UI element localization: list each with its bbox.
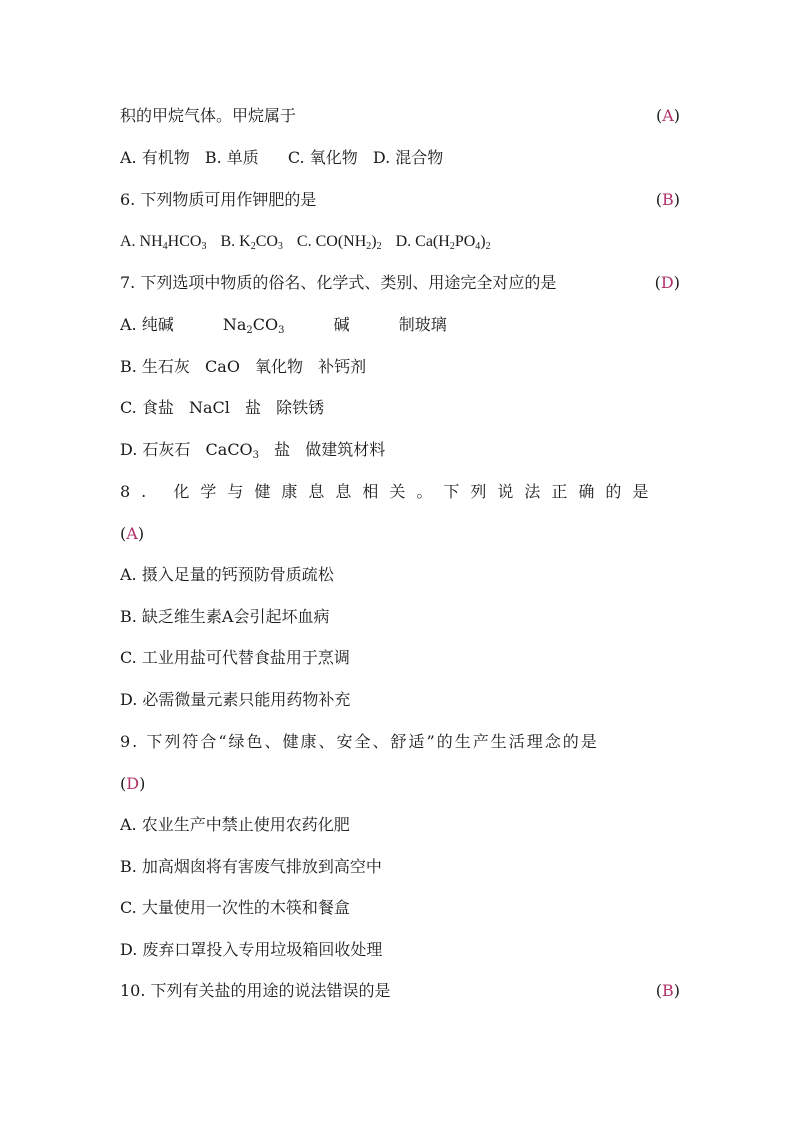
q8-option-b: B. 缺乏维生素A会引起坏血病 [120,607,330,626]
q10-answer: (B) [655,981,680,1000]
q10-stem: 10. 下列有关盐的用途的说法错误的是 [120,981,391,1000]
q7-stem: 7. 下列选项中物质的俗名、化学式、类别、用途完全对应的是 [120,273,557,292]
q9-option-b: B. 加高烟囱将有害废气排放到高空中 [120,857,382,876]
q5-option-d: D. 混合物 [372,148,444,167]
q8-option-a: A. 摄入足量的钙预防骨质疏松 [120,565,334,584]
q7-stem-line [120,268,680,298]
q7-answer: (D) [654,273,680,292]
q5-option-c: C. 氧化物 [287,148,358,167]
q9-stem: 9. 下列符合“绿色、健康、安全、舒适”的生产生活理念的是 [120,732,599,751]
q6-stem: 6. 下列物质可用作钾肥的是 [120,190,317,209]
q6-option-a: A. $NH_4HCO_3$ [120,233,207,252]
q7-option-a: A. 纯碱 $Na_2CO_3$ 碱 制玻璃 [120,315,447,336]
q9-option-c: C. 大量使用一次性的木筷和餐盒 [120,898,350,917]
q7-option-d: D. 石灰石 CaCO$_3$ 盐 做建筑材料 [120,440,386,461]
q9-option-a: A. 农业生产中禁止使用农药化肥 [120,815,350,834]
q10-stem-line [120,976,680,1006]
q6-answer: (B) [655,190,680,209]
q9-option-d: D. 废弃口罩投入专用垃圾箱回收处理 [120,940,383,959]
q6-option-d: D. $Ca(H_2PO_4)_2$ [395,233,491,252]
q6-stem-line [120,185,680,215]
q5-option-b: B. 单质 [204,148,259,167]
q8-option-c: C. 工业用盐可代替食盐用于烹调 [120,648,350,667]
q8-answer: (A) [120,524,145,543]
q9-answer: (D) [120,774,146,793]
q5-option-a: A. 有机物 [120,148,190,167]
q6-option-c: C. $CO(NH_2)_2$ [296,233,382,252]
q5-stem: 积的甲烷气体。甲烷属于 [120,106,297,125]
q8-stem: 8. 化学与健康息息相关。下列说法正确的是 [120,482,660,501]
q6-option-b: B. $K_2CO_3$ [220,233,283,252]
q6-options [120,227,680,257]
q7-option-c: C. 食盐 NaCl 盐 除铁锈 [120,398,325,417]
q8-option-d: D. 必需微量元素只能用药物补充 [120,690,351,709]
q5-options [120,143,680,173]
q7-option-b: B. 生石灰 CaO 氧化物 补钙剂 [120,357,367,376]
q5-stem-line [120,101,680,131]
q5-answer: (A) [655,106,680,125]
